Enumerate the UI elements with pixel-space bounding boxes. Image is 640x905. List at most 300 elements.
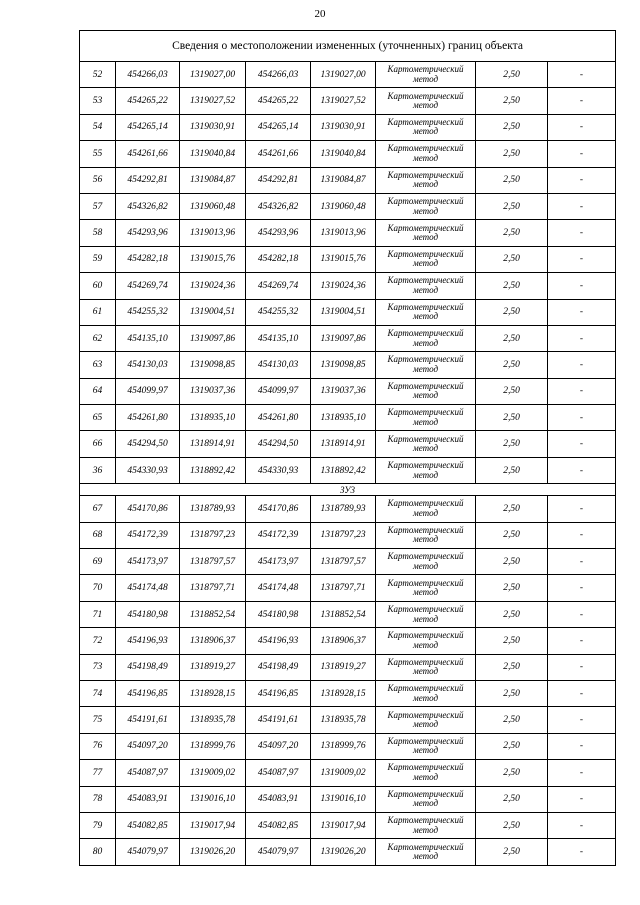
y-new-cell: 1318852,54 [311,601,376,627]
method-cell [376,839,476,865]
y-existing-cell: 1319027,52 [180,88,246,114]
x-existing-cell: 454293,96 [116,220,180,246]
precision-cell: 2,50 [476,839,548,865]
table-row [80,273,616,299]
method-line-2: метод [412,126,439,137]
y-new-cell: 1319027,00 [311,62,376,88]
y-new-cell: 1319017,94 [311,812,376,838]
y-existing-cell: 1319097,86 [180,325,246,351]
x-existing-cell: 454292,81 [116,167,180,193]
x-existing-cell: 454135,10 [116,325,180,351]
x-new-cell: 454269,74 [246,273,311,299]
x-existing-cell: 454170,86 [116,496,180,522]
point-number-cell: 36 [80,457,116,483]
y-existing-cell: 1318928,15 [180,680,246,706]
method-line-1: Картометрический [387,577,464,588]
method-cell [376,431,476,457]
method-line-1: Картометрический [387,524,464,535]
y-new-cell: 1318935,78 [311,707,376,733]
table-row [80,812,616,838]
method-line-1: Картометрический [387,328,464,339]
point-number-cell: 69 [80,549,116,575]
method-line-2: метод [412,613,439,624]
x-existing-cell: 454269,74 [116,273,180,299]
method-line-1: Картометрический [387,275,464,286]
method-line-1: Картометрический [387,762,464,773]
y-existing-cell: 1319015,76 [180,246,246,272]
x-new-cell: 454265,22 [246,88,311,114]
method-line-2: метод [412,560,439,571]
method-cell [376,141,476,167]
table-row [80,167,616,193]
method-cell [376,549,476,575]
method-line-1: Картометрический [387,551,464,562]
x-existing-cell: 454173,97 [116,549,180,575]
method-cell [376,325,476,351]
method-line-2: метод [412,390,439,401]
x-new-cell: 454266,03 [246,62,311,88]
point-number-cell: 52 [80,62,116,88]
table-row [80,457,616,483]
point-number-cell: 65 [80,405,116,431]
table-row [80,575,616,601]
boundary-coordinates-table [79,30,616,866]
point-number-cell: 57 [80,193,116,219]
x-new-cell: 454170,86 [246,496,311,522]
description-cell: - [548,733,616,759]
point-number-cell: 61 [80,299,116,325]
x-new-cell: 454255,32 [246,299,311,325]
y-new-cell: 1318935,10 [311,405,376,431]
method-cell [376,193,476,219]
y-new-cell: 1318892,42 [311,457,376,483]
method-line-1: Картометрический [387,683,464,694]
y-existing-cell: 1319016,10 [180,786,246,812]
method-line-1: Картометрический [387,498,464,509]
y-existing-cell: 1319027,00 [180,62,246,88]
page-number: 20 [314,8,326,20]
method-line-2: метод [412,258,439,269]
point-number-cell: 76 [80,733,116,759]
precision-cell: 2,50 [476,496,548,522]
point-number-cell: 77 [80,760,116,786]
x-new-cell: 454294,50 [246,431,311,457]
method-line-2: метод [412,443,439,454]
method-line-1: Картометрический [387,116,464,127]
precision-cell: 2,50 [476,246,548,272]
method-line-1: Картометрический [387,604,464,614]
description-cell: - [548,601,616,627]
y-new-cell: 1319037,36 [311,378,376,404]
method-line-2: метод [412,311,439,322]
x-new-cell: 454173,97 [246,549,311,575]
x-new-cell: 454196,85 [246,680,311,706]
method-line-2: метод [412,692,439,703]
x-existing-cell: 454099,97 [116,378,180,404]
description-cell: - [548,352,616,378]
y-existing-cell: 1319037,36 [180,378,246,404]
method-cell [376,707,476,733]
description-cell: - [548,654,616,680]
y-new-cell: 1319097,86 [311,325,376,351]
y-existing-cell: 1319030,91 [180,114,246,140]
precision-cell: 2,50 [476,352,548,378]
x-existing-cell: 454265,14 [116,114,180,140]
method-line-2: метод [412,534,439,545]
method-line-1: Картометрический [387,656,464,667]
table-row [80,733,616,759]
table-row [80,628,616,654]
table-row [80,246,616,272]
method-line-2: метод [412,100,439,111]
x-new-cell: 454292,81 [246,167,311,193]
point-number-cell: 60 [80,273,116,299]
description-cell: - [548,299,616,325]
y-new-cell: 1319030,91 [311,114,376,140]
y-existing-cell: 1319040,84 [180,141,246,167]
method-cell [376,680,476,706]
description-cell: - [548,273,616,299]
y-existing-cell: 1319026,20 [180,839,246,865]
point-number-cell: 80 [80,839,116,865]
method-line-2: метод [412,745,439,756]
y-existing-cell: 1319060,48 [180,193,246,219]
point-number-cell: 58 [80,220,116,246]
x-existing-cell: 454180,98 [116,601,180,627]
x-existing-cell: 454087,97 [116,760,180,786]
y-new-cell: 1318999,76 [311,733,376,759]
y-new-cell: 1318919,27 [311,654,376,680]
description-cell: - [548,62,616,88]
y-existing-cell: 1318892,42 [180,457,246,483]
x-existing-cell: 454294,50 [116,431,180,457]
table-row [80,680,616,706]
point-number-cell: 73 [80,654,116,680]
precision-cell: 2,50 [476,628,548,654]
y-existing-cell: 1319017,94 [180,812,246,838]
x-new-cell: 454261,80 [246,405,311,431]
precision-cell: 2,50 [476,88,548,114]
point-number-cell: 64 [80,378,116,404]
precision-cell: 2,50 [476,812,548,838]
table-row [80,522,616,548]
method-cell [376,88,476,114]
point-number-cell: 71 [80,601,116,627]
y-new-cell: 1319015,76 [311,246,376,272]
point-number-cell: 56 [80,167,116,193]
method-line-2: метод [412,284,439,295]
y-existing-cell: 1318935,78 [180,707,246,733]
table-title: Сведения о местоположении измененных (уточненных) границ объекта [80,31,616,62]
precision-cell: 2,50 [476,575,548,601]
section-row [80,484,616,496]
description-cell: - [548,760,616,786]
table-row [80,352,616,378]
method-cell [376,812,476,838]
precision-cell: 2,50 [476,299,548,325]
method-line-2: метод [412,152,439,163]
method-line-1: Картометрический [387,788,464,799]
table-row [80,601,616,627]
method-line-2: метод [412,179,439,190]
precision-cell: 2,50 [476,680,548,706]
precision-cell: 2,50 [476,786,548,812]
method-line-2: метод [412,824,439,835]
table-title-row [80,31,616,62]
method-cell [376,628,476,654]
method-cell [376,405,476,431]
point-number-cell: 78 [80,786,116,812]
description-cell: - [548,707,616,733]
description-cell: - [548,405,616,431]
y-new-cell: 1318906,37 [311,628,376,654]
method-line-2: метод [412,337,439,348]
method-cell [376,733,476,759]
y-existing-cell: 1319024,36 [180,273,246,299]
table-row [80,378,616,404]
table-row [80,707,616,733]
x-new-cell: 454174,48 [246,575,311,601]
x-new-cell: 454261,66 [246,141,311,167]
x-existing-cell: 454261,66 [116,141,180,167]
y-new-cell: 1319040,84 [311,141,376,167]
x-existing-cell: 454097,20 [116,733,180,759]
x-new-cell: 454079,97 [246,839,311,865]
x-existing-cell: 454255,32 [116,299,180,325]
method-cell [376,167,476,193]
y-new-cell: 1319004,51 [311,299,376,325]
x-new-cell: 454135,10 [246,325,311,351]
description-cell: - [548,114,616,140]
section-label: ЗУ3 [80,484,616,496]
method-line-2: метод [412,639,439,650]
y-new-cell: 1319026,20 [311,839,376,865]
point-number-cell: 59 [80,246,116,272]
precision-cell: 2,50 [476,378,548,404]
method-line-1: Картометрический [387,222,464,233]
description-cell: - [548,167,616,193]
description-cell: - [548,812,616,838]
y-existing-cell: 1319098,85 [180,352,246,378]
y-existing-cell: 1318797,57 [180,549,246,575]
description-cell: - [548,786,616,812]
method-line-2: метод [412,719,439,730]
table-row [80,220,616,246]
y-existing-cell: 1319004,51 [180,299,246,325]
method-line-2: метод [412,587,439,598]
x-new-cell: 454293,96 [246,220,311,246]
x-existing-cell: 454130,03 [116,352,180,378]
method-line-2: метод [412,416,439,427]
y-existing-cell: 1318789,93 [180,496,246,522]
method-cell [376,246,476,272]
y-existing-cell: 1318999,76 [180,733,246,759]
y-new-cell: 1318797,23 [311,522,376,548]
x-new-cell: 454198,49 [246,654,311,680]
x-new-cell: 454087,97 [246,760,311,786]
x-new-cell: 454130,03 [246,352,311,378]
description-cell: - [548,457,616,483]
point-number-cell: 68 [80,522,116,548]
x-existing-cell: 454083,91 [116,786,180,812]
method-line-2: метод [412,851,439,862]
y-existing-cell: 1318797,71 [180,575,246,601]
method-cell [376,575,476,601]
precision-cell: 2,50 [476,193,548,219]
precision-cell: 2,50 [476,549,548,575]
table-row [80,299,616,325]
x-new-cell: 454180,98 [246,601,311,627]
x-existing-cell: 454282,18 [116,246,180,272]
point-number-cell: 55 [80,141,116,167]
method-line-2: метод [412,771,439,782]
y-new-cell: 1319013,96 [311,220,376,246]
precision-cell: 2,50 [476,457,548,483]
table-row [80,114,616,140]
method-line-2: метод [412,205,439,216]
y-new-cell: 1318797,71 [311,575,376,601]
point-number-cell: 70 [80,575,116,601]
method-line-1: Картометрический [387,248,464,259]
method-line-1: Картометрический [387,630,464,641]
method-cell [376,220,476,246]
x-existing-cell: 454172,39 [116,522,180,548]
x-existing-cell: 454198,49 [116,654,180,680]
x-new-cell: 454191,61 [246,707,311,733]
description-cell: - [548,88,616,114]
y-new-cell: 1319016,10 [311,786,376,812]
x-existing-cell: 454082,85 [116,812,180,838]
x-new-cell: 454196,93 [246,628,311,654]
precision-cell: 2,50 [476,405,548,431]
precision-cell: 2,50 [476,141,548,167]
x-existing-cell: 454326,82 [116,193,180,219]
y-new-cell: 1318914,91 [311,431,376,457]
method-cell [376,457,476,483]
description-cell: - [548,839,616,865]
x-new-cell: 454082,85 [246,812,311,838]
precision-cell: 2,50 [476,431,548,457]
y-new-cell: 1319084,87 [311,167,376,193]
y-existing-cell: 1318852,54 [180,601,246,627]
method-line-1: Картометрический [387,90,464,101]
description-cell: - [548,549,616,575]
precision-cell: 2,50 [476,325,548,351]
table-row [80,193,616,219]
method-line-1: Картометрический [387,815,464,826]
method-line-2: метод [412,666,439,677]
method-cell [376,601,476,627]
precision-cell: 2,50 [476,760,548,786]
x-existing-cell: 454079,97 [116,839,180,865]
method-line-1: Картометрический [387,169,464,180]
table-row [80,549,616,575]
precision-cell: 2,50 [476,733,548,759]
point-number-cell: 54 [80,114,116,140]
x-new-cell: 454326,82 [246,193,311,219]
table-body [80,31,616,866]
method-line-2: метод [412,798,439,809]
y-existing-cell: 1318919,27 [180,654,246,680]
y-existing-cell: 1319009,02 [180,760,246,786]
method-line-1: Картометрический [387,196,464,207]
x-existing-cell: 454196,85 [116,680,180,706]
method-cell [376,654,476,680]
y-new-cell: 1319027,52 [311,88,376,114]
precision-cell: 2,50 [476,601,548,627]
y-new-cell: 1318928,15 [311,680,376,706]
table-row [80,141,616,167]
method-line-2: метод [412,363,439,374]
precision-cell: 2,50 [476,707,548,733]
description-cell: - [548,141,616,167]
description-cell: - [548,325,616,351]
method-line-1: Картометрический [387,433,464,444]
description-cell: - [548,496,616,522]
point-number-cell: 74 [80,680,116,706]
method-cell [376,62,476,88]
y-new-cell: 1319024,36 [311,273,376,299]
description-cell: - [548,680,616,706]
y-new-cell: 1318789,93 [311,496,376,522]
method-line-1: Картометрический [387,407,464,418]
x-existing-cell: 454266,03 [116,62,180,88]
method-cell [376,273,476,299]
y-new-cell: 1319060,48 [311,193,376,219]
table-row [80,325,616,351]
method-cell [376,496,476,522]
y-new-cell: 1318797,57 [311,549,376,575]
description-cell: - [548,522,616,548]
y-new-cell: 1319009,02 [311,760,376,786]
table-row [80,405,616,431]
table-row [80,760,616,786]
method-line-1: Картометрический [387,709,464,720]
point-number-cell: 67 [80,496,116,522]
point-number-cell: 72 [80,628,116,654]
table-row [80,431,616,457]
point-number-cell: 66 [80,431,116,457]
x-existing-cell: 454196,93 [116,628,180,654]
method-cell [376,114,476,140]
y-existing-cell: 1318914,91 [180,431,246,457]
x-new-cell: 454282,18 [246,246,311,272]
method-cell [376,378,476,404]
table-row [80,496,616,522]
precision-cell: 2,50 [476,654,548,680]
description-cell: - [548,628,616,654]
description-cell: - [548,575,616,601]
precision-cell: 2,50 [476,62,548,88]
x-new-cell: 454097,20 [246,733,311,759]
description-cell: - [548,193,616,219]
x-new-cell: 454265,14 [246,114,311,140]
method-line-1: Картометрический [387,735,464,746]
table-row [80,654,616,680]
description-cell: - [548,378,616,404]
point-number-cell: 75 [80,707,116,733]
precision-cell: 2,50 [476,114,548,140]
method-line-2: метод [412,73,439,84]
point-number-cell: 53 [80,88,116,114]
table-row [80,62,616,88]
point-number-cell: 63 [80,352,116,378]
method-line-2: метод [412,469,439,480]
method-line-1: Картометрический [387,64,464,75]
description-cell: - [548,246,616,272]
method-line-1: Картометрический [387,301,464,312]
method-cell [376,760,476,786]
